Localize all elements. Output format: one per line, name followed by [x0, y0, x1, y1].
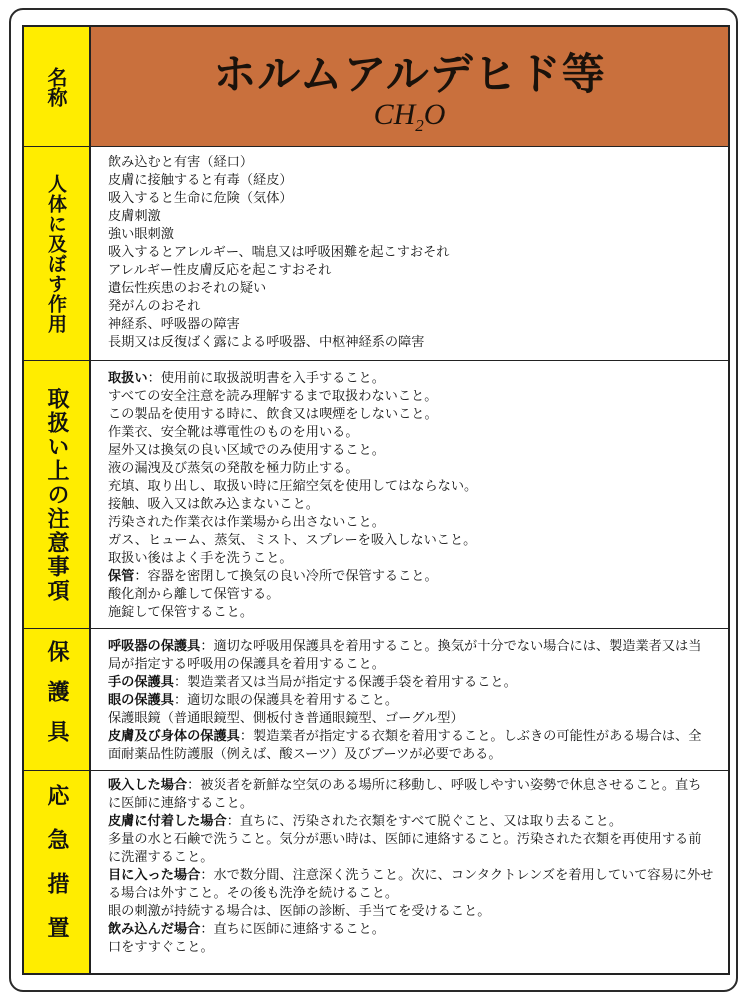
first-aid-item	[108, 921, 714, 939]
first-aid-item-text: 多量の水と石鹸で洗うこと。気分が悪い時は、医師に連絡すること。汚染された衣類を再使用する前に洗濯すること。	[108, 832, 702, 865]
health-effect-item: 吸入すると生命に危険（気体）	[108, 191, 293, 206]
handling-item	[108, 496, 714, 514]
first-aid-item	[108, 867, 714, 903]
handling-item-text: 汚染された作業衣は作業場から出さないこと。	[108, 515, 385, 530]
first-aid-item	[108, 813, 714, 831]
handling-item	[108, 514, 714, 532]
first-aid-item-text: ：水で数分間、注意深く洗うこと。次に、コンタクトレンズを着用していて容易に外せる場合は外すこと。その後も洗浄を続けること。	[108, 868, 714, 901]
chemical-formula	[91, 98, 728, 136]
health-effect-item: 遺伝性疾患のおそれの疑い	[108, 281, 267, 296]
handling-item	[108, 478, 714, 496]
first-aid-label: 応急措置	[44, 784, 69, 960]
handling-item-text: 作業衣、安全靴は導電性のものを用いる。	[108, 425, 359, 440]
first-aid-item-heading: 吸入した場合	[108, 778, 188, 793]
first-aid-item-text: ：直ちに医師に連絡すること。	[200, 922, 385, 937]
handling-item	[108, 550, 714, 568]
protection-item-text: 保護眼鏡（普通眼鏡型、側板付き普通眼鏡型、ゴーグル型）	[108, 711, 464, 726]
handling-item-text: ：使用前に取扱説明書を入手すること。	[147, 371, 385, 386]
formula-main: CH	[373, 98, 416, 131]
substance-name: ホルムアルデヒド等	[213, 50, 606, 100]
name-label-cell	[24, 27, 91, 146]
handling-item-text: 液の漏洩及び蒸気の発散を極力防止する。	[108, 461, 359, 476]
first-aid-item-text: ：被災者を新鮮な空気のある場所に移動し、呼吸しやすい姿勢で休息させること。直ちに医師に連絡すること。	[108, 778, 702, 811]
handling-item-text: 施錠して保管すること。	[108, 605, 254, 620]
protection-item-text: ：適切な呼吸用保護具を着用すること。換気が十分でない場合には、製造業者又は当局が指定する呼吸用の保護具を着用すること。	[108, 639, 702, 672]
protection-item-text: ：製造業者が指定する衣類を着用すること。しぶきの可能性がある場合は、全面耐薬品性防護服（例えば、酸スーツ）及びブーツが必要である。	[108, 729, 702, 762]
hazard-table	[22, 25, 730, 975]
protection-item	[108, 638, 714, 674]
handling-item-text: この製品を使用する時に、飲食又は喫煙をしないこと。	[108, 407, 438, 422]
handling-label-cell	[24, 361, 91, 628]
protection-label: 保護具	[44, 639, 69, 760]
health-effects-list	[108, 154, 714, 352]
first-aid-item	[108, 903, 714, 921]
health-effects-label-cell	[24, 147, 91, 360]
handling-row	[24, 361, 728, 629]
health-effect-item: 発がんのおそれ	[108, 299, 201, 314]
protection-list	[108, 638, 714, 764]
health-effect-item: 飲み込むと有害（経口）	[108, 155, 254, 170]
first-aid-item	[108, 777, 714, 813]
protection-item-text: ：製造業者又は当局が指定する保護手袋を着用すること。	[173, 675, 517, 690]
protection-item-heading: 呼吸器の保護具	[108, 639, 201, 654]
handling-item-text: すべての安全注意を読み理解するまで取扱わないこと。	[108, 389, 438, 404]
first-aid-list	[108, 777, 714, 957]
handling-item-text: 取扱い後はよく手を洗うこと。	[108, 551, 293, 566]
handling-item-heading: 取扱い	[108, 371, 148, 386]
first-aid-row	[24, 771, 728, 973]
first-aid-item	[108, 939, 714, 957]
protection-row	[24, 629, 728, 771]
handling-item	[108, 586, 714, 604]
health-effects-row	[24, 147, 728, 361]
formula-subscript: 2	[415, 116, 424, 135]
handling-item	[108, 568, 714, 586]
health-effect-item: 皮膚刺激	[108, 209, 161, 224]
handling-item	[108, 388, 714, 406]
health-effect-item: 皮膚に接触すると有毒（経皮）	[108, 173, 293, 188]
first-aid-item-heading: 飲み込んだ場合	[108, 922, 201, 937]
handling-item	[108, 370, 714, 388]
first-aid-content	[91, 771, 728, 973]
protection-item	[108, 674, 714, 692]
handling-label: 取扱い上の注意事項	[44, 386, 69, 603]
protection-item-text: ：適切な眼の保護具を着用すること。	[173, 693, 399, 708]
formula-end: O	[423, 98, 446, 131]
first-aid-item-text: 眼の刺激が持続する場合は、医師の診断、手当てを受けること。	[108, 904, 491, 919]
protection-item-heading: 手の保護具	[108, 675, 174, 690]
handling-item	[108, 406, 714, 424]
handling-item	[108, 424, 714, 442]
health-effect-item: 長期又は反復ばく露による呼吸器、中枢神経系の障害	[108, 335, 425, 350]
protection-item	[108, 692, 714, 710]
first-aid-item-text: 口をすすぐこと。	[108, 940, 214, 955]
first-aid-item-heading: 目に入った場合	[108, 868, 201, 883]
protection-label-cell	[24, 629, 91, 770]
handling-item	[108, 460, 714, 478]
protection-item-heading: 眼の保護具	[108, 693, 174, 708]
health-effect-item: 神経系、呼吸器の障害	[108, 317, 240, 332]
name-label: 名称	[44, 66, 68, 107]
handling-content	[91, 361, 728, 628]
handling-item-text: 屋外又は換気の良い区域でのみ使用すること。	[108, 443, 385, 458]
health-effects-label: 人体に及ぼす作用	[45, 173, 67, 334]
first-aid-item	[108, 831, 714, 867]
handling-item-text: 接触、吸入又は飲み込まないこと。	[108, 497, 319, 512]
handling-item-text: ガス、ヒューム、蒸気、ミスト、スプレーを吸入しないこと。	[108, 533, 477, 548]
title-cell	[91, 27, 728, 146]
protection-item	[108, 710, 714, 728]
first-aid-item-heading: 皮膚に付着した場合	[108, 814, 227, 829]
handling-item	[108, 532, 714, 550]
title-row	[24, 27, 728, 147]
first-aid-label-cell	[24, 771, 91, 973]
handling-list	[108, 370, 714, 622]
health-effects-content	[91, 147, 728, 360]
protection-content	[91, 629, 728, 770]
handling-item-heading: 保管	[108, 569, 135, 584]
protection-item	[108, 728, 714, 764]
health-effect-item: 強い眼刺激	[108, 227, 174, 242]
handling-item-text: 酸化剤から離して保管する。	[108, 587, 280, 602]
handling-item-text: 充填、取り出し、取扱い時に圧縮空気を使用してはならない。	[108, 479, 478, 494]
handling-item	[108, 604, 714, 622]
handling-item	[108, 442, 714, 460]
health-effect-item: アレルギー性皮膚反応を起こすおそれ	[108, 263, 332, 278]
handling-item-text: ：容器を密閉して換気の良い冷所で保管すること。	[134, 569, 438, 584]
first-aid-item-text: ：直ちに、汚染された衣類をすべて脱ぐこと、又は取り去ること。	[226, 814, 623, 829]
health-effect-item: 吸入するとアレルギー、喘息又は呼吸困難を起こすおそれ	[108, 245, 450, 260]
protection-item-heading: 皮膚及び身体の保護具	[108, 729, 240, 744]
